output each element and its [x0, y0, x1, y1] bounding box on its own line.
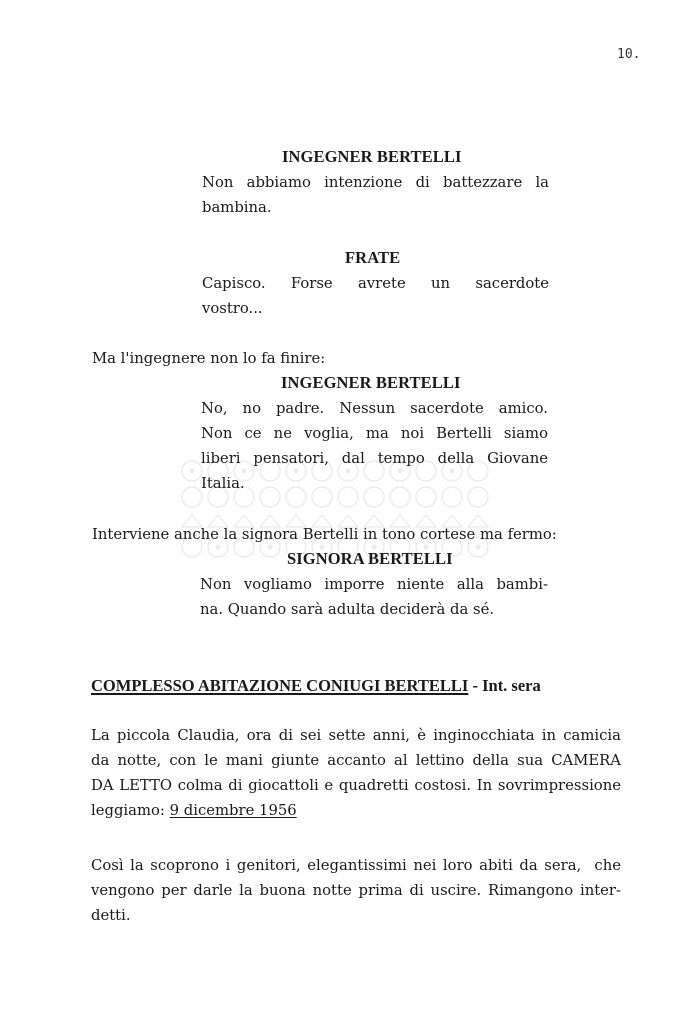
dialogue: [202, 271, 549, 321]
dialogue: [202, 170, 549, 220]
action-line: Interviene anche la signora Bertelli in tono cortese ma fermo:: [92, 526, 557, 543]
dialogue-line: na. Quando sarà adulta deciderà da sé.: [200, 601, 495, 618]
dialogue: [200, 572, 548, 622]
page-number: 10.: [617, 47, 641, 62]
scene-separator: -: [468, 676, 483, 695]
paragraph-line: La piccola Claudia, ora di sei sette anni, è inginocchiata in camicia: [91, 727, 621, 744]
paragraph-line: da notte, con le mani giunte accanto al lettino della sua CAMERA: [91, 752, 621, 769]
scene-heading: [91, 676, 541, 696]
action-paragraph: [91, 853, 621, 928]
scene-location: COMPLESSO ABITAZIONE CONIUGI BERTELLI: [91, 676, 469, 695]
dialogue: [201, 396, 548, 496]
dialogue-line: bambina.: [202, 199, 272, 216]
action-line: Ma l'ingegnere non lo fa finire:: [92, 350, 326, 367]
dialogue-line: Non ce ne voglia, ma noi Bertelli siamo: [201, 425, 548, 442]
character-name: FRATE: [345, 248, 401, 267]
dialogue-line: vostro...: [202, 300, 263, 317]
dialogue-line: Non abbiamo intenzione di battezzare la: [202, 174, 549, 191]
paragraph-line: DA LETTO colma di giocattoli e quadretti costosi. In sovrimpressione: [91, 777, 621, 794]
paragraph-text: leggiamo:: [91, 802, 170, 819]
action-paragraph: [91, 723, 621, 823]
paragraph-line: vengono per darle la buona notte prima di uscire. Rimangono inter-: [91, 882, 621, 899]
character-name: INGEGNER BERTELLI: [281, 373, 461, 392]
paragraph-line: [91, 798, 621, 823]
character-name: SIGNORA BERTELLI: [287, 549, 453, 568]
dialogue-line: No, no padre. Nessun sacerdote amico.: [201, 400, 548, 417]
dialogue-line: Non vogliamo imporre niente alla bambi-: [200, 576, 548, 593]
paragraph-line: detti.: [91, 907, 131, 924]
dialogue-line: liberi pensatori, dal tempo della Giovane: [201, 450, 548, 467]
date-overlay: 9 dicembre 1956: [169, 802, 297, 819]
character-name: INGEGNER BERTELLI: [282, 147, 462, 166]
paragraph-line: Così la scoprono i genitori, elegantissimi nei loro abiti da sera, che: [91, 857, 621, 874]
dialogue-line: Capisco. Forse avrete un sacerdote: [202, 275, 549, 292]
scene-time: Int. sera: [482, 676, 541, 695]
dialogue-line: Italia.: [201, 475, 245, 492]
